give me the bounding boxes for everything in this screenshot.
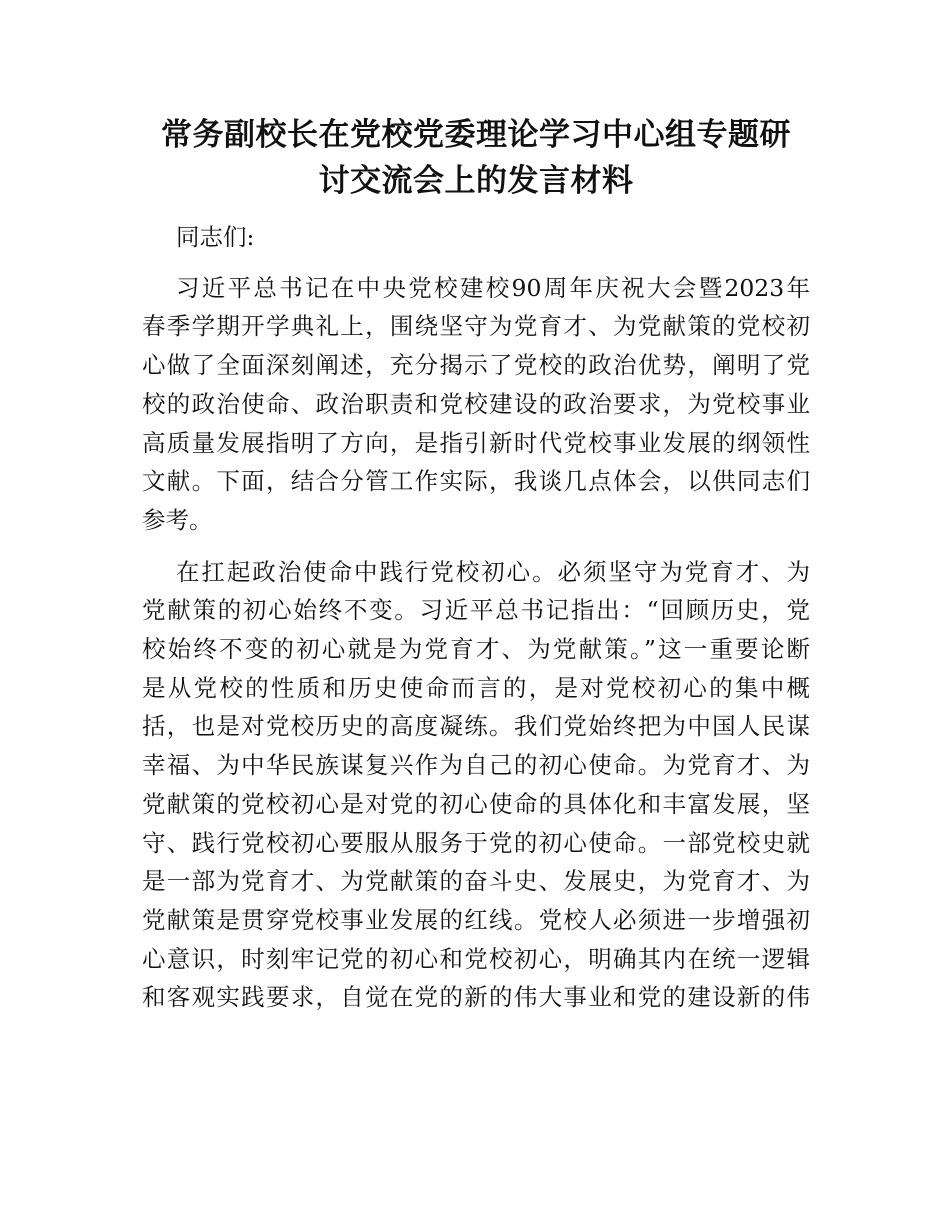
paragraph-1-line: 参考。 <box>142 505 213 534</box>
document-page <box>142 112 810 1017</box>
paragraph-2-line: 幸福、为中华民族谋复兴作为自己的初心使命。为党育才、为 <box>142 751 810 780</box>
paragraph-2-line: 党献策是贯穿党校事业发展的红线。党校人必须进一步增强初 <box>142 905 810 934</box>
paragraph-1-line: 心做了全面深刻阐述，充分揭示了党校的政治优势，阐明了党 <box>142 351 810 380</box>
paragraph-2-line: 党献策的党校初心是对党的初心使命的具体化和丰富发展，坚 <box>142 789 810 818</box>
paragraph-1-line: 校的政治使命、政治职责和党校建设的政治要求，为党校事业 <box>142 389 810 418</box>
paragraph-2-line: 在扛起政治使命中践行党校初心。必须坚守为党育才、为 <box>176 557 810 586</box>
paragraph-2 <box>142 553 810 1017</box>
greeting: 同志们: <box>176 223 255 251</box>
paragraph-2-line: 党献策的初心始终不变。习近平总书记指出：“回顾历史，党 <box>142 596 810 625</box>
paragraph-2-line: 心意识，时刻牢记党的初心和党校初心，明确其内在统一逻辑 <box>142 944 810 973</box>
paragraph-2-line: 是一部为党育才、为党献策的奋斗史、发展史，为党育才、为 <box>142 867 810 896</box>
document-title <box>142 112 810 204</box>
paragraph-1-line: 高质量发展指明了方向，是指引新时代党校事业发展的纲领性 <box>142 428 810 457</box>
paragraph-1-line: 文献。下面，结合分管工作实际，我谈几点体会，以供同志们 <box>142 467 810 496</box>
paragraph-2-line: 和客观实践要求，自觉在党的新的伟大事业和党的建设新的伟 <box>142 983 810 1012</box>
paragraph-2-line: 校始终不变的初心就是为党育才、为党献策。”这一重要论断 <box>142 635 810 664</box>
title-line-2: 讨交流会上的发言材料 <box>318 163 634 199</box>
document-body <box>142 218 810 1017</box>
paragraph-2-line: 是从党校的性质和历史使命而言的，是对党校初心的集中概 <box>142 673 810 702</box>
paragraph-2-line: 守、践行党校初心要服从服务于党的初心使命。一部党校史就 <box>142 828 810 857</box>
paragraph-1-line: 春季学期开学典礼上，围绕坚守为党育才、为党献策的党校初 <box>142 312 810 341</box>
paragraph-1-line: 习近平总书记在中央党校建校90周年庆祝大会暨2023年 <box>176 273 810 302</box>
title-line-1: 常务副校长在党校党委理论学习中心组专题研 <box>161 117 791 153</box>
paragraph-1 <box>142 269 810 540</box>
paragraph-2-line: 括，也是对党校历史的高度凝练。我们党始终把为中国人民谋 <box>142 712 810 741</box>
